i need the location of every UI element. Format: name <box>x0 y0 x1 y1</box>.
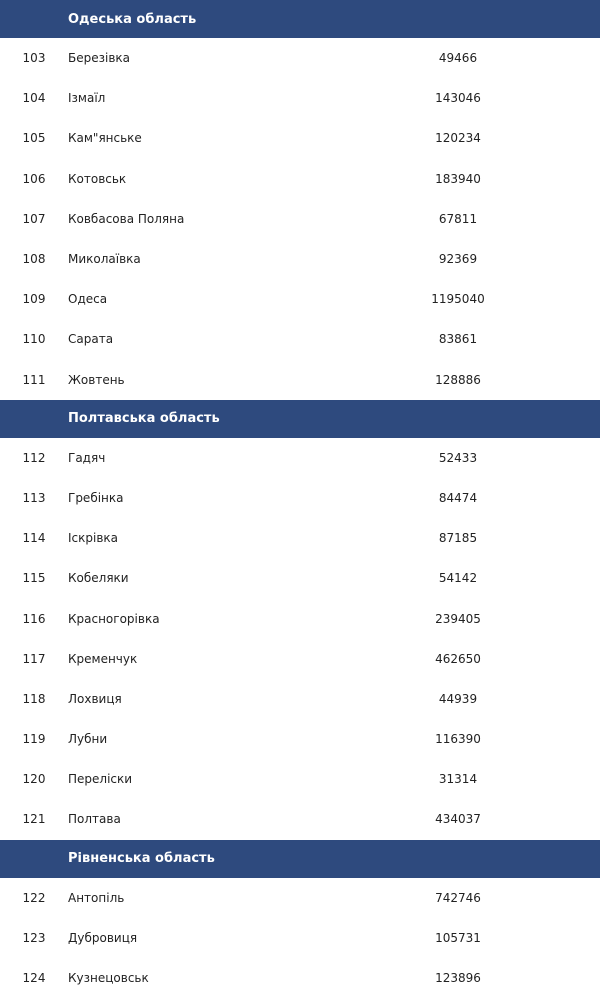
table-row <box>0 360 600 400</box>
row-name: Іскрівка <box>68 531 119 546</box>
row-name: Ковбасова Поляна <box>68 211 185 226</box>
row-number: 110 <box>22 332 46 347</box>
row-value: 105731 <box>435 930 481 945</box>
section-header-rivne: Рівненська область <box>0 840 600 878</box>
row-value: 67811 <box>438 211 478 226</box>
row-name: Кам"янське <box>68 131 142 146</box>
row-name: Полтава <box>68 812 121 827</box>
row-name: Котовськ <box>68 171 127 186</box>
row-number: 122 <box>22 890 46 905</box>
row-value: 83861 <box>438 332 478 347</box>
row-number: 105 <box>22 131 46 146</box>
row-value: 31314 <box>438 772 478 787</box>
table-row <box>0 279 600 319</box>
row-name: Одеса <box>68 292 108 307</box>
row-name: Ізмаїл <box>68 91 106 106</box>
row-name: Кузнецовськ <box>68 971 149 986</box>
row-name: Жовтень <box>68 372 125 387</box>
row-value: 434037 <box>435 812 481 827</box>
row-value: 87185 <box>438 531 478 546</box>
row-name: Гребінка <box>68 490 124 505</box>
row-number: 103 <box>22 51 46 66</box>
row-value: 84474 <box>438 490 478 505</box>
row-name: Дубровиця <box>68 930 138 945</box>
row-value: 462650 <box>435 651 481 666</box>
section-header-poltava: Полтавська область <box>0 400 600 438</box>
row-name: Красногорівка <box>68 611 160 626</box>
row-value: 183940 <box>435 171 481 186</box>
row-number: 121 <box>22 812 46 827</box>
row-value: 120234 <box>435 131 481 146</box>
table-row <box>0 38 600 78</box>
row-value: 1195040 <box>431 292 485 307</box>
table-row <box>0 958 600 998</box>
table-row <box>0 719 600 759</box>
row-number: 113 <box>22 490 46 505</box>
table-row <box>0 598 600 638</box>
table-row <box>0 679 600 719</box>
row-number: 115 <box>22 571 46 586</box>
table-row <box>0 438 600 478</box>
row-number: 111 <box>22 372 46 387</box>
row-value: 143046 <box>435 91 481 106</box>
table-row <box>0 799 600 839</box>
row-value: 128886 <box>435 372 481 387</box>
row-value: 742746 <box>435 890 481 905</box>
row-number: 124 <box>22 971 46 986</box>
row-name: Антопіль <box>68 890 125 905</box>
table-row <box>0 878 600 918</box>
row-number: 117 <box>22 651 46 666</box>
row-name: Кобеляки <box>68 571 129 586</box>
row-number: 104 <box>22 91 46 106</box>
table-row <box>0 319 600 359</box>
row-number: 108 <box>22 252 46 267</box>
table-row <box>0 478 600 518</box>
row-value: 44939 <box>438 691 478 706</box>
row-value: 49466 <box>438 51 478 66</box>
row-number: 112 <box>22 450 46 465</box>
row-value: 123896 <box>435 971 481 986</box>
row-name: Миколаївка <box>68 252 141 267</box>
table-row <box>0 558 600 598</box>
section-header-odesa: Одеська область <box>0 0 600 38</box>
row-number: 119 <box>22 732 46 747</box>
row-value: 239405 <box>435 611 481 626</box>
table-row <box>0 639 600 679</box>
row-number: 107 <box>22 211 46 226</box>
row-name: Березівка <box>68 51 131 66</box>
row-value: 116390 <box>435 732 481 747</box>
row-number: 120 <box>22 772 46 787</box>
table-row <box>0 199 600 239</box>
table-row <box>0 118 600 158</box>
table-row <box>0 239 600 279</box>
row-name: Сарата <box>68 332 114 347</box>
row-number: 116 <box>22 611 46 626</box>
row-name: Лохвиця <box>68 691 122 706</box>
table-row <box>0 518 600 558</box>
row-name: Гадяч <box>68 450 106 465</box>
table-row <box>0 759 600 799</box>
table-row <box>0 78 600 118</box>
row-name: Кременчук <box>68 651 138 666</box>
row-value: 92369 <box>438 252 478 267</box>
table-row <box>0 918 600 958</box>
table-row <box>0 159 600 199</box>
row-value: 54142 <box>438 571 478 586</box>
row-number: 123 <box>22 930 46 945</box>
row-number: 114 <box>22 531 46 546</box>
row-name: Лубни <box>68 732 108 747</box>
row-number: 109 <box>22 292 46 307</box>
row-name: Переліски <box>68 772 133 787</box>
row-number: 118 <box>22 691 46 706</box>
row-number: 106 <box>22 171 46 186</box>
row-value: 52433 <box>438 450 478 465</box>
